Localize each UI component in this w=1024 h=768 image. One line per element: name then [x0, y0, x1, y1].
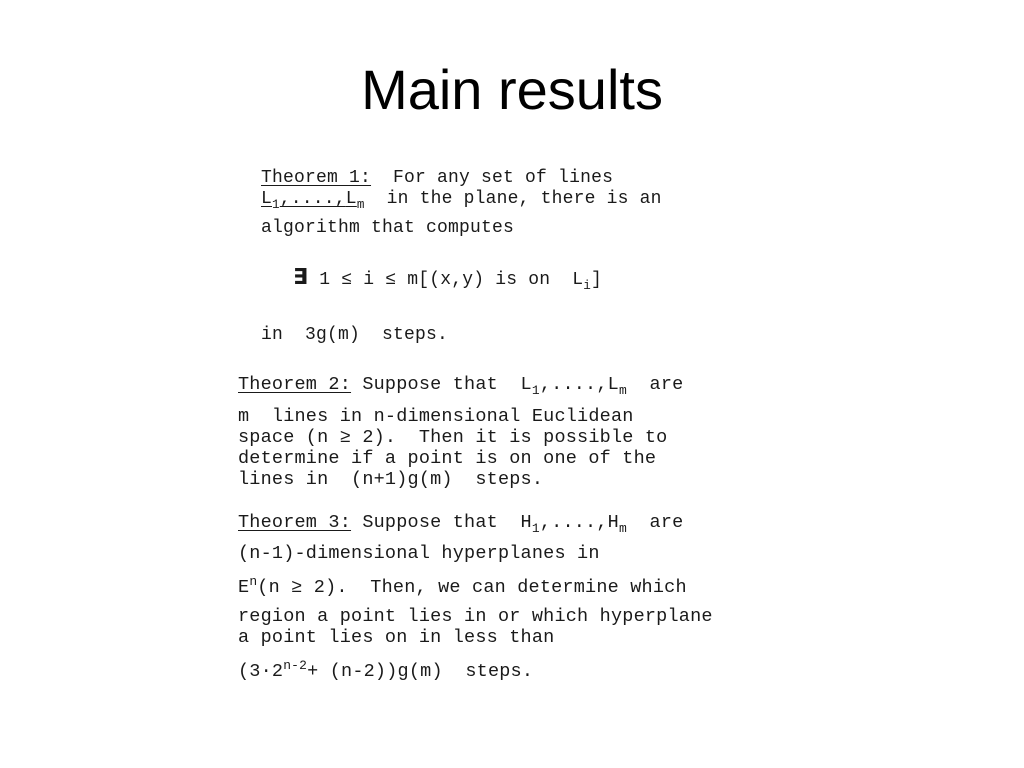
theorem-2-line-2: m lines in n-dimensional Euclidean [238, 406, 634, 427]
theorem-1-dots: ,...., [279, 189, 346, 209]
theorem-2-sub-1: 1 [531, 383, 540, 398]
theorem-1-block [261, 168, 662, 345]
theorem-1-line-3: algorithm that computes [261, 218, 515, 238]
theorem-3-label: Theorem 3: [238, 512, 352, 533]
theorem-1-formula-sub: i [583, 279, 592, 293]
theorem-1-L-m: L [345, 189, 357, 209]
theorem-3-text-2: are [626, 512, 684, 533]
theorem-3-line-6-b: + (n-2))g(m) steps. [307, 661, 534, 682]
theorem-3-line-1 [238, 512, 683, 536]
theorem-3-line-2: (n-1)-dimensional hyperplanes in [238, 543, 600, 564]
theorem-1-sub-m: m [356, 198, 365, 212]
theorem-3-line-3 [238, 574, 687, 598]
theorem-1-formula [293, 265, 602, 293]
theorem-3-line-3-rest: (n ≥ 2). Then, we can determine which [257, 577, 687, 598]
theorem-1-line-2 [261, 189, 662, 212]
theorem-3-text-1: Suppose that H [351, 512, 532, 533]
theorem-2-line-4: determine if a point is on one of the [238, 448, 657, 469]
theorem-3-line-5: a point lies on in less than [238, 627, 555, 648]
theorem-2-dots: ,....,L [539, 374, 619, 395]
theorem-3-sub-1: 1 [531, 521, 540, 536]
theorem-3-line-6 [238, 658, 533, 682]
theorem-3-line-4: region a point lies in or which hyperplane [238, 606, 713, 627]
theorem-2-sub-m: m [618, 383, 627, 398]
theorem-1-label: Theorem 1: [261, 168, 372, 188]
theorem-3-E-sup: n [249, 574, 258, 589]
theorem-1-line-5: in 3g(m) steps. [261, 325, 449, 345]
theorem-3-line-6-a: (3·2 [238, 661, 284, 682]
theorem-3-line-6-sup: n-2 [283, 658, 308, 673]
theorem-3-sub-m: m [618, 521, 627, 536]
theorem-2-line-1 [238, 374, 683, 398]
theorem-1-L: L [261, 189, 273, 209]
theorem-3-E: E [238, 577, 250, 598]
theorem-2-text-1: Suppose that L [351, 374, 532, 395]
exists-symbol: ∃ [293, 265, 309, 290]
theorem-2-line-5: lines in (n+1)g(m) steps. [238, 469, 544, 490]
theorem-1-lines-set [261, 189, 365, 212]
theorem-1-line-1 [261, 168, 613, 188]
theorem-2-text-2: are [626, 374, 684, 395]
theorem-1-sub-1: 1 [272, 198, 280, 212]
theorem-2-line-3: space (n ≥ 2). Then it is possible to [238, 427, 668, 448]
theorem-1-text-2: in the plane, there is an [364, 189, 662, 209]
theorem-1-text-1: For any set of lines [371, 168, 614, 188]
theorem-1-formula-a: 1 ≤ i ≤ m[(x,y) is on L [308, 270, 584, 290]
theorem-2-block [238, 374, 684, 500]
theorem-2-label: Theorem 2: [238, 374, 352, 395]
theorem-3-dots: ,....,H [539, 512, 619, 533]
theorem-1-formula-b: ] [591, 270, 603, 290]
slide-title: Main results [361, 58, 663, 121]
